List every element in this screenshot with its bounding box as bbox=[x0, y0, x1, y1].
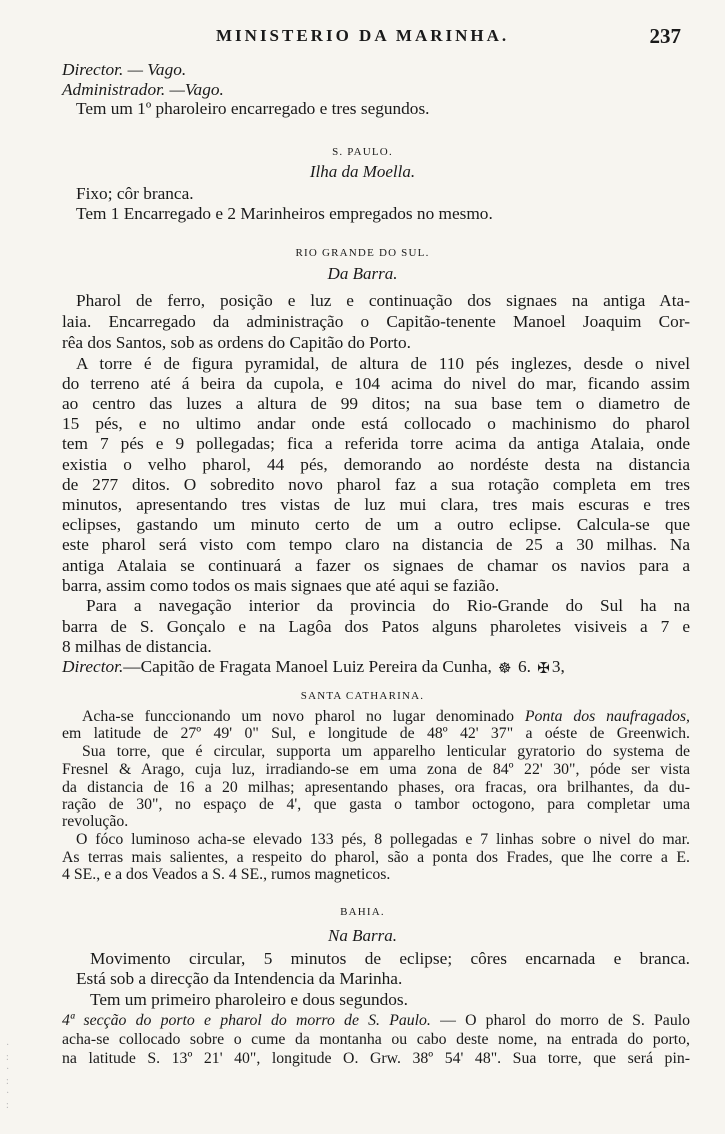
paragraph-line: Movimento circular, 5 minutos de eclipse; côres encarnada e branca. bbox=[90, 949, 690, 968]
page-number: 237 bbox=[649, 24, 681, 48]
paragraph-line: 8 milhas de distancia. bbox=[62, 637, 212, 656]
paragraph-line: Está sob a direcção da Intendencia da Marinha. bbox=[76, 969, 403, 988]
paragraph-line: barra, assim como todos os mais signaes que até aqui se fazião. bbox=[62, 576, 500, 595]
paragraph-line: eclipses, gastando um minuto certo de um a outro eclipse. Calcula-se que bbox=[62, 515, 690, 534]
paragraph-line: 15 pés, e no ultimo andar onde está collocado o machinismo do pharol bbox=[62, 414, 690, 433]
order-count: 6. bbox=[517, 657, 531, 676]
paragraph-line: ração de 30", no espaço de 4', que gasta o tambor octogono, para completar uma bbox=[62, 796, 690, 813]
subheading-na-barra: Na Barra. bbox=[328, 926, 397, 945]
paragraph-line: em latitude de 27º 49' 0" Sul, e longitude de 48º 42' 37" a oéste de Greenwich. bbox=[62, 725, 690, 742]
paragraph-line: este pharol será visto com tempo claro na distancia de 25 a 30 milhas. Na bbox=[62, 535, 690, 554]
paragraph-line: Tem um primeiro pharoleiro e dous segundos. bbox=[90, 990, 408, 1009]
cross-insignia-icon: ✠ bbox=[537, 661, 550, 677]
subheading-da-barra: Da Barra. bbox=[327, 264, 398, 283]
paragraph-line: laia. Encarregado da administração o Capitão-tenente Manoel Joaquim Cor- bbox=[62, 312, 690, 331]
text-span: — O pharol do morro de S. Paulo bbox=[430, 1012, 691, 1029]
paragraph-line: Tem 1 Encarregado e 2 Marinheiros empregados no mesmo. bbox=[76, 204, 493, 223]
paragraph-line: tem 7 pés e 9 pollegadas; fica a referida torre acima da antiga Atalaia, onde bbox=[62, 434, 690, 453]
paragraph-line bbox=[82, 708, 690, 726]
paragraph-line: 4 SE., e a dos Veados a S. 4 SE., rumos magneticos. bbox=[62, 866, 391, 883]
order-count: 3, bbox=[551, 657, 565, 676]
section-heading-sao-paulo: S. PAULO. bbox=[332, 146, 393, 158]
section-title-inline: 4ª secção do porto e pharol do morro de S. Paulo. bbox=[62, 1012, 431, 1029]
running-header bbox=[0, 24, 725, 52]
text-span: Acha-se funccionando um novo pharol no lugar denominado bbox=[82, 708, 514, 725]
order-insignia-icon: ☸ bbox=[498, 661, 512, 677]
section-heading-bahia: BAHIA. bbox=[340, 906, 385, 918]
paragraph-line: A torre é de figura pyramidal, de altura de 110 pés inglezes, desde o nivel bbox=[76, 354, 690, 373]
director-line bbox=[62, 60, 186, 80]
director-name: —Capitão de Fragata Manoel Luiz Pereira da Cunha, bbox=[123, 657, 492, 676]
paragraph-line: existia o velho pharol, 44 pés, demorando ao nordéste desta na distancia bbox=[62, 455, 690, 474]
paragraph-line bbox=[62, 1012, 690, 1030]
paragraph-line: Para a navegação interior da provincia do Rio-Grande do Sul ha na bbox=[86, 596, 690, 615]
place-name: Ponta dos naufragados, bbox=[524, 708, 690, 725]
paragraph-line: Pharol de ferro, posição e luz e continuação dos signaes na antiga Ata- bbox=[76, 291, 690, 310]
staff-line: Tem um 1º pharoleiro encarregado e tres segundos. bbox=[76, 99, 430, 118]
paragraph-line: As terras mais salientes, a respeito do pharol, são a ponta dos Frades, que lhe corre a E. bbox=[62, 849, 690, 866]
paragraph-line: acha-se collocado sobre o cume da montanha ou cabo deste nome, na entrada do porto, bbox=[62, 1031, 690, 1048]
paragraph-line: da distancia de 16 a 20 milhas; apresentando phases, ora fracas, ora brilhantes, da du- bbox=[62, 779, 690, 796]
paragraph-line: Sua torre, que é circular, supporta um apparelho lenticular gyratorio do systema de bbox=[82, 743, 690, 760]
paragraph-line: barra de S. Gonçalo e na Lagôa dos Patos alguns pharoletes visiveis a 7 e bbox=[62, 617, 690, 636]
header-title: MINISTERIO DA MARINHA. bbox=[216, 26, 510, 45]
paragraph-line: antiga Atalaia se continuará a fazer os signaes de chamar os navios para a bbox=[62, 556, 690, 575]
paragraph-line: O fóco luminoso acha-se elevado 133 pés, 8 pollegadas e 7 linhas sobre o nivel do mar. bbox=[76, 831, 690, 848]
subheading-ilha-da-moella: Ilha da Moella. bbox=[309, 162, 416, 181]
paragraph-line: ao centro das luzes a altura de 99 ditos; na sua base tem o diametro de bbox=[62, 394, 690, 413]
director-label: Director. bbox=[62, 657, 124, 676]
paragraph-line: Fixo; côr branca. bbox=[76, 184, 194, 203]
paragraph-line: rêa dos Santos, sob as ordens do Capitão do Porto. bbox=[62, 333, 411, 352]
paragraph-line: do terreno até á beira da cupola, e 104 acima do nivel do mar, ficando assim bbox=[62, 374, 690, 393]
paragraph-line: minutos, apresentando tres vistas de luz mui clara, tres mais escuras e tres bbox=[62, 495, 690, 514]
director-rio-grande-line bbox=[62, 657, 565, 678]
paragraph-line: de 277 ditos. O sobredito novo pharol faz a sua rotação completa em tres bbox=[62, 475, 690, 494]
paragraph-line: revolução. bbox=[62, 813, 129, 830]
paragraph-line: na latitude S. 13º 21' 40", longitude O. Grw. 38º 54' 48". Sua torre, que será pin- bbox=[62, 1050, 690, 1067]
administrator-line bbox=[62, 80, 224, 100]
paragraph-line: Fresnel & Arago, cuja luz, irradiando-se em uma zona de 84º 22' 30", póde ser vista bbox=[62, 761, 690, 778]
section-heading-santa-catharina: SANTA CATHARINA. bbox=[300, 690, 425, 702]
section-heading-rio-grande: RIO GRANDE DO SUL. bbox=[295, 247, 430, 259]
administrator-label: Administrador. —Vago. bbox=[62, 80, 224, 99]
margin-specks: · : · : · : bbox=[6, 1040, 10, 1111]
director-label: Director. — Vago. bbox=[62, 60, 187, 79]
